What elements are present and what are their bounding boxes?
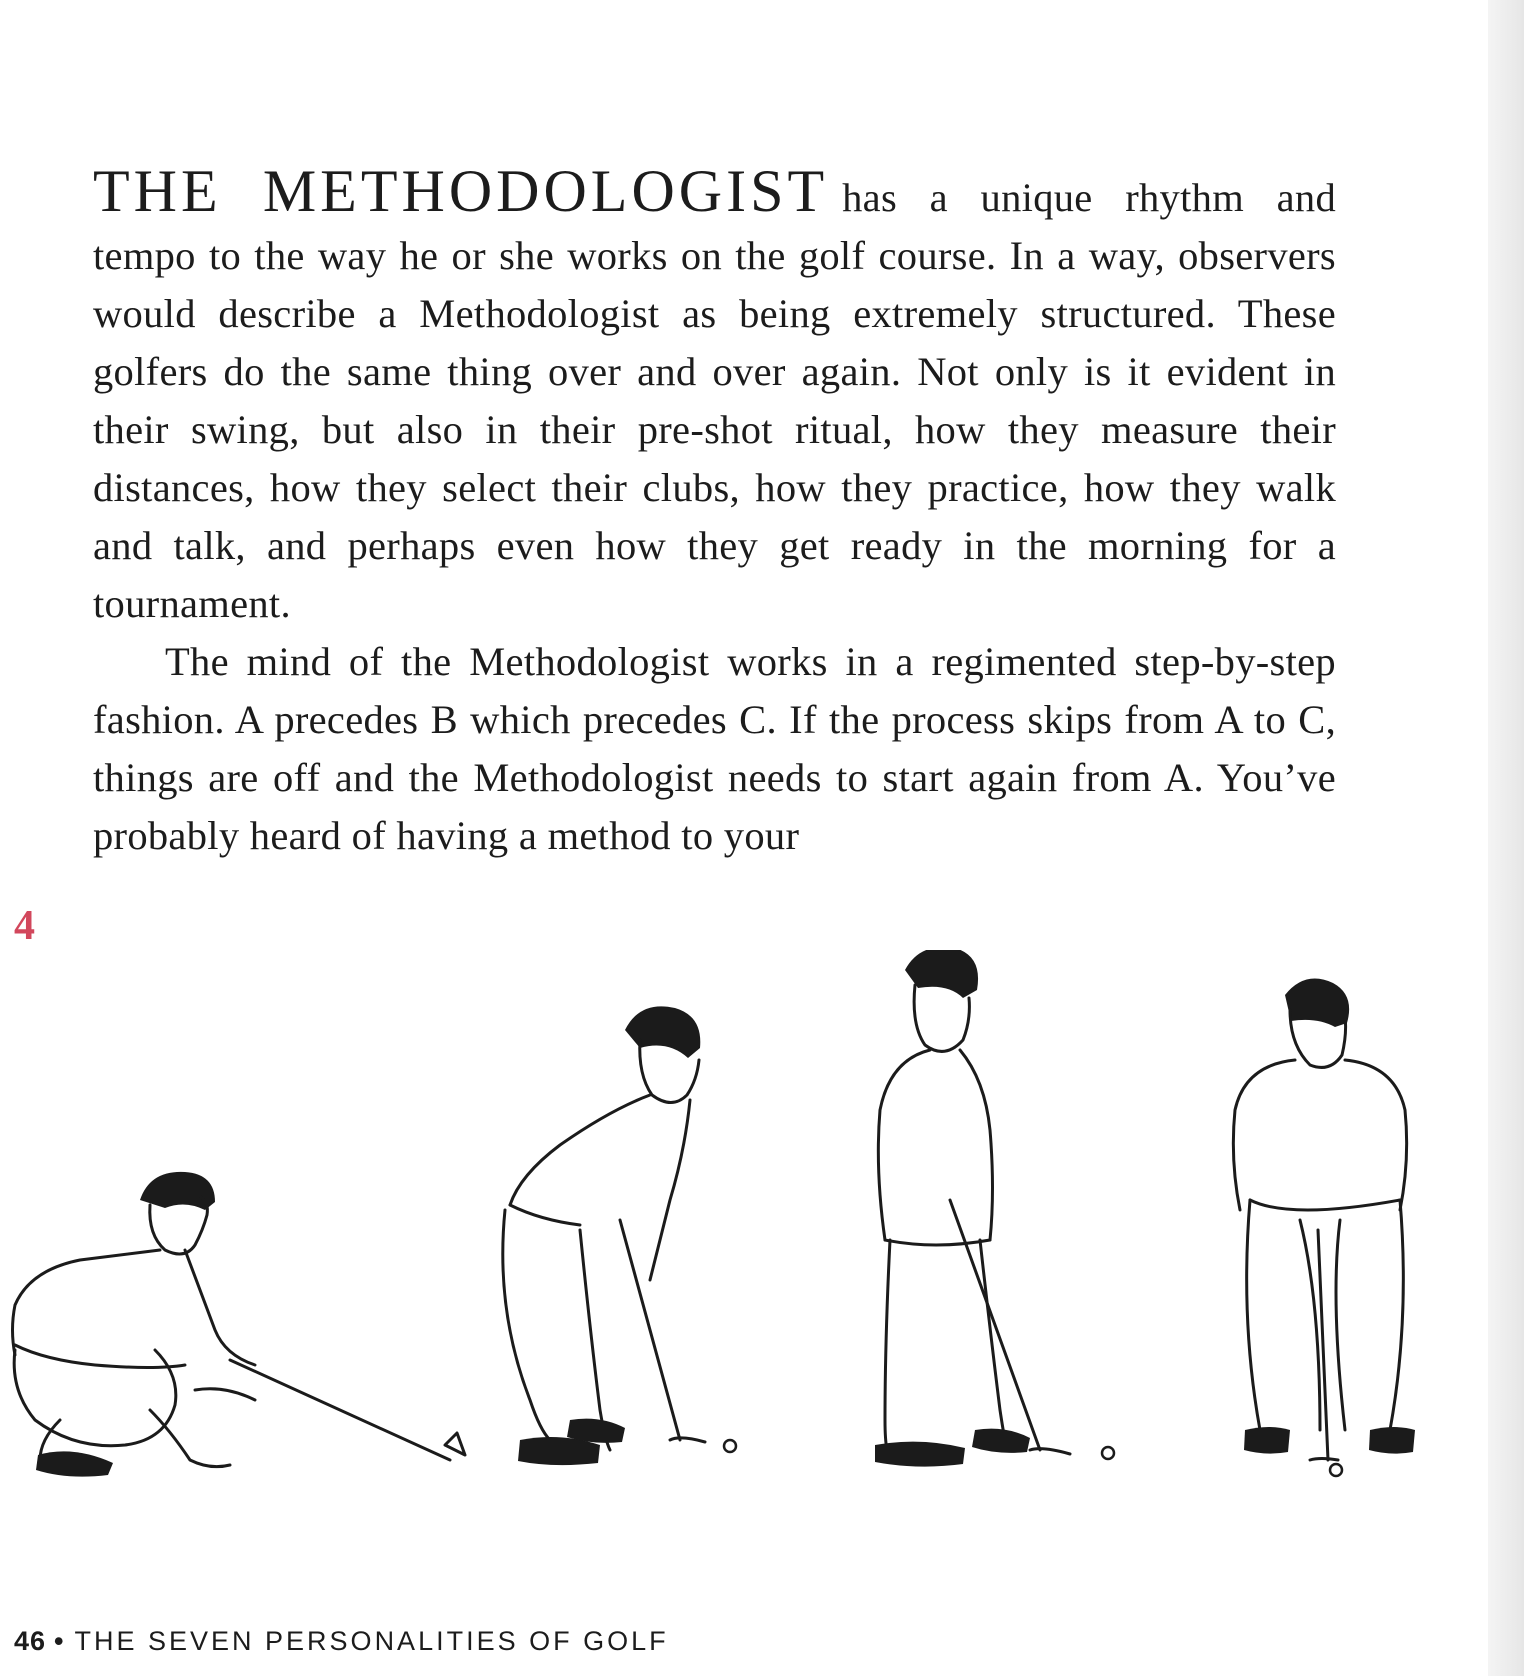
chapter-number: 4 — [14, 903, 35, 949]
page-number: 46 — [14, 1626, 47, 1656]
crouching-golfer-figure — [13, 1172, 466, 1477]
paragraph-1 — [93, 158, 1336, 633]
golfer-illustration — [0, 950, 1460, 1550]
footer-separator: • — [54, 1626, 67, 1656]
body-text — [93, 158, 1336, 865]
standing-golfer-figure — [875, 950, 1114, 1467]
putting-golfer-figure — [1233, 979, 1415, 1476]
running-title: THE SEVEN PERSONALITIES OF GOLF — [74, 1626, 669, 1656]
page-footer — [14, 1626, 669, 1656]
lead-heading: THE METHODOLOGIST — [93, 158, 829, 224]
paragraph-2: The mind of the Methodologist works in a regimented step-by-step fashion. A precedes B which precedes C. If the process skips from A to C, things are off and the Methodologist needs to start again from A. You’ve probably heard of having a method to your — [93, 639, 1336, 858]
page-gutter-edge — [1488, 0, 1524, 1676]
paragraph-1-text: has a unique rhythm and tempo to the way he or she works on the golf course. In a way, observers would describe a Methodologist as being extremely structured. These golfers do the same thing over and over again. Not only is it evident in their swing, but also in their pre-shot ritual, how they measure their distances, how they select their clubs, how they practice, how they walk and talk, and perhaps even how they get ready in the morning for a tournament. — [93, 175, 1336, 626]
addressing-golfer-figure — [503, 1006, 736, 1465]
